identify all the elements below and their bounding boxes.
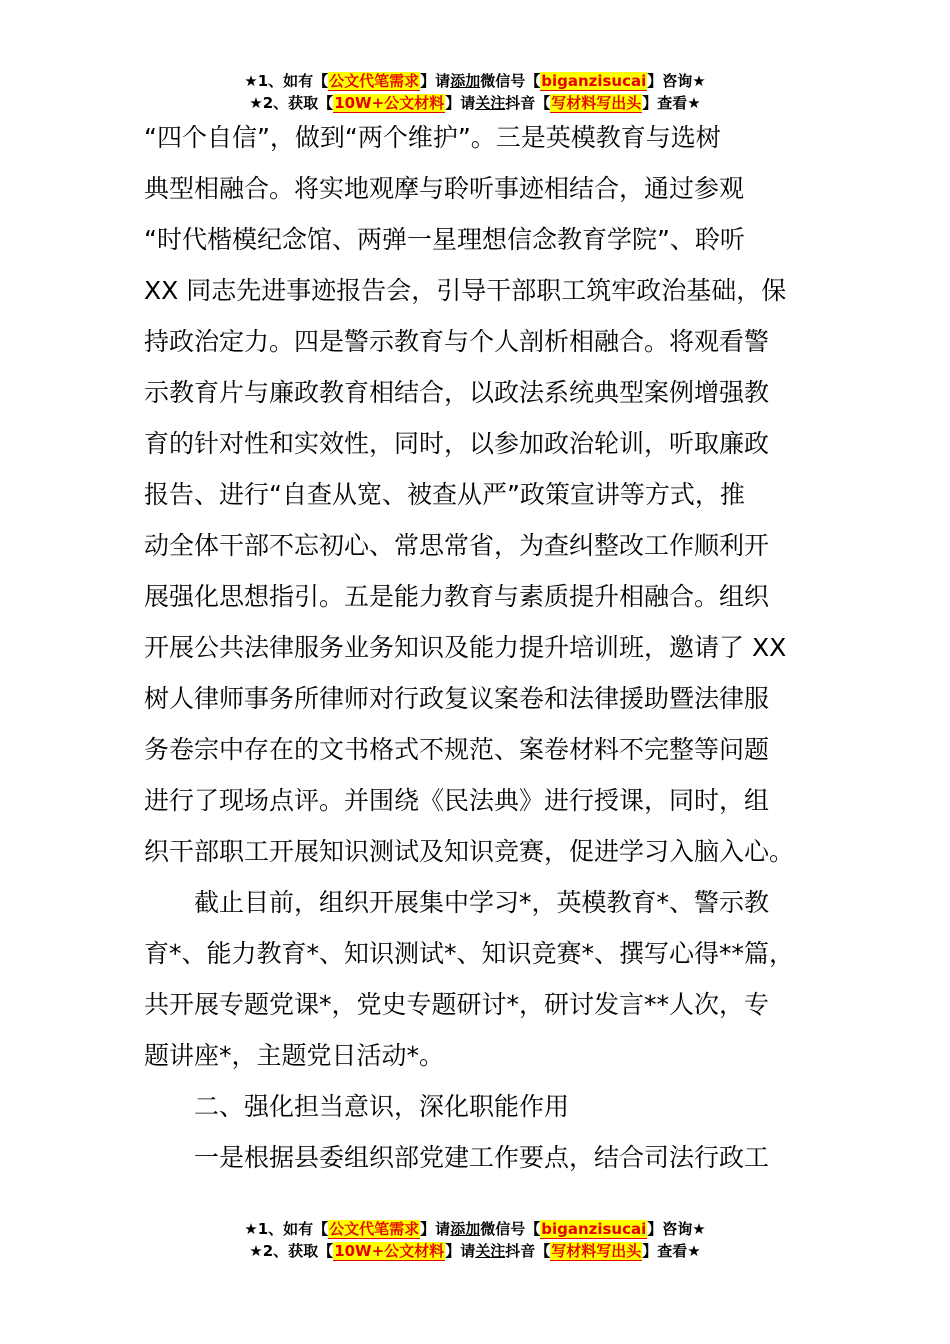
promo-text: 】查看★ — [642, 1242, 701, 1260]
body-line: 育的针对性和实效性，同时，以参加政治轮训，听取廉政 — [144, 429, 770, 458]
promo-highlight: 写材料写出头 — [551, 94, 642, 112]
body-line: 织干部职工开展知识测试及知识竞赛，促进学习入脑入心。 — [144, 837, 795, 866]
promo-text: 】请 — [420, 72, 451, 90]
body-line: “四个自信”，做到“两个维护”。三是英模教育与选树 — [144, 123, 721, 152]
body-line: 一是根据县委组织部党建工作要点，结合司法行政工 — [144, 1143, 770, 1172]
promo-line-1 — [0, 70, 950, 92]
promo-line-1 — [0, 1218, 950, 1240]
promo-banner-top — [0, 70, 950, 114]
promo-banner-bottom — [0, 1218, 950, 1262]
promo-highlight: biganzisucai — [541, 72, 647, 90]
body-line: 报告、进行“自查从宽、被查从严”政策宣讲等方式，推 — [144, 480, 745, 509]
promo-text: ★1、如有【 — [244, 72, 329, 90]
promo-underline: 添加 — [450, 1220, 481, 1238]
promo-text: ★1、如有【 — [244, 1220, 329, 1238]
body-line: 截止目前，组织开展集中学习*，英模教育*、警示教 — [144, 888, 770, 917]
promo-text: 】查看★ — [642, 94, 701, 112]
body-line: 示教育片与廉政教育相结合，以政法系统典型案例增强教 — [144, 378, 770, 407]
body-line: 典型相融合。将实地观摩与聆听事迹相结合，通过参观 — [144, 174, 745, 203]
promo-highlight: 10W+公文材料 — [334, 94, 445, 112]
body-line: 开展公共法律服务业务知识及能力提升培训班，邀请了 XX — [144, 633, 787, 662]
promo-text: 】咨询★ — [647, 72, 706, 90]
body-line: 题讲座*，主题党日活动*。 — [144, 1041, 445, 1070]
body-line: 展强化思想指引。五是能力教育与素质提升相融合。组织 — [144, 582, 770, 611]
promo-underline: 添加 — [450, 72, 481, 90]
body-line: 育*、能力教育*、知识测试*、知识竞赛*、撰写心得**篇， — [144, 939, 795, 968]
promo-text: 】请 — [445, 1242, 476, 1260]
promo-text: 抖音【 — [505, 1242, 551, 1260]
promo-highlight: biganzisucai — [541, 1220, 647, 1238]
promo-highlight: 公文代笔需求 — [329, 1220, 420, 1238]
body-line: 树人律师事务所律师对行政复议案卷和法律援助暨法律服 — [144, 684, 770, 713]
body-line: 持政治定力。四是警示教育与个人剖析相融合。将观看警 — [144, 327, 770, 356]
body-line: 动全体干部不忘初心、常思常省，为查纠整改工作顺利开 — [144, 531, 770, 560]
promo-text: 抖音【 — [505, 94, 551, 112]
promo-text: 微信号【 — [480, 72, 541, 90]
promo-line-2 — [0, 1240, 950, 1262]
body-line: “时代楷模纪念馆、两弹一星理想信念教育学院”、聆听 — [144, 225, 745, 254]
body-line: XX 同志先进事迹报告会，引导干部职工筑牢政治基础，保 — [144, 276, 787, 305]
promo-highlight: 公文代笔需求 — [329, 72, 420, 90]
document-body — [144, 112, 824, 1183]
promo-underline: 关注 — [475, 94, 506, 112]
body-line: 进行了现场点评。并围绕《民法典》进行授课，同时，组 — [144, 786, 770, 815]
promo-text: ★2、获取【 — [249, 94, 334, 112]
promo-text: 】请 — [445, 94, 476, 112]
body-line: 务卷宗中存在的文书格式不规范、案卷材料不完整等问题 — [144, 735, 770, 764]
promo-text: 微信号【 — [480, 1220, 541, 1238]
promo-text: 】请 — [420, 1220, 451, 1238]
promo-highlight: 10W+公文材料 — [334, 1242, 445, 1260]
body-line: 共开展专题党课*，党史专题研讨*，研讨发言**人次，专 — [144, 990, 770, 1019]
promo-underline: 关注 — [475, 1242, 506, 1260]
promo-highlight: 写材料写出头 — [551, 1242, 642, 1260]
promo-line-2 — [0, 92, 950, 114]
promo-text: ★2、获取【 — [249, 1242, 334, 1260]
section-heading: 二、强化担当意识，深化职能作用 — [144, 1092, 570, 1121]
promo-text: 】咨询★ — [647, 1220, 706, 1238]
